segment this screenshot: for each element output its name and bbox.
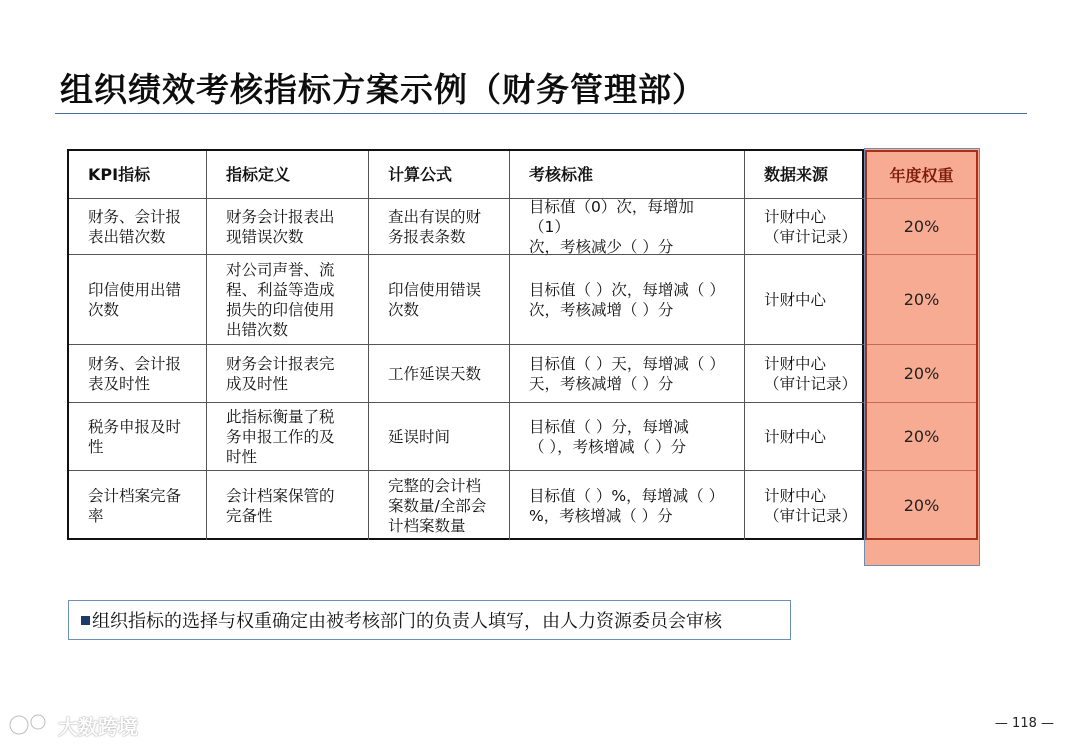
table-cell-definition: 对公司声誉、流 程、利益等造成 损失的印信使用 出错次数 [207, 255, 369, 345]
table-cell-standard: 目标值（ ）天，每增减（ ） 天，考核减增（ ）分 [510, 345, 745, 403]
page-title: 组织绩效考核指标方案示例（财务管理部） [60, 70, 706, 109]
table-cell-standard: 目标值（ ）分，每增减 （ ），考核增减（ ）分 [510, 403, 745, 471]
table-cell-standard: 目标值（0）次，每增加（1） 次，考核减少（ ）分 [510, 199, 745, 255]
page-number: — 118 — [994, 716, 1054, 731]
table-cell-kpi: 税务申报及时 性 [69, 403, 207, 471]
table-cell-formula: 完整的会计档 案数量/全部会 计档案数量 [369, 471, 510, 540]
title-divider [55, 113, 1027, 114]
table-header-weight: 年度权重 [866, 151, 977, 199]
note-box [68, 600, 791, 640]
table-header-kpi: KPI指标 [69, 151, 207, 199]
table-cell-kpi: 财务、会计报 表及时性 [69, 345, 207, 403]
table-cell-definition: 财务会计报表出 现错误次数 [207, 199, 369, 255]
table-cell-definition: 会计档案保管的 完备性 [207, 471, 369, 540]
table-cell-formula: 印信使用错误 次数 [369, 255, 510, 345]
table-cell-definition: 财务会计报表完 成及时性 [207, 345, 369, 403]
table-cell-standard: 目标值（ ）%，每增减（ ） %，考核增减（ ）分 [510, 471, 745, 540]
table-cell-source: 计财中心 [745, 403, 864, 471]
table-header-definition: 指标定义 [207, 151, 369, 199]
table-cell-standard: 目标值（ ）次，每增减（ ） 次，考核减增（ ）分 [510, 255, 745, 345]
watermark [8, 710, 138, 740]
table-cell-kpi: 印信使用出错 次数 [69, 255, 207, 345]
kpi-table [67, 149, 864, 540]
watermark-logo-icon [8, 710, 52, 740]
table-cell-source: 计财中心 （审计记录） [745, 199, 864, 255]
table-cell-weight: 20% [903, 495, 940, 515]
table-cell-formula: 延误时间 [369, 403, 510, 471]
table-cell-kpi: 财务、会计报 表出错次数 [69, 199, 207, 255]
table-cell-source: 计财中心 （审计记录） [745, 345, 864, 403]
table-header-standard: 考核标准 [510, 151, 745, 199]
table-cell-weight: 20% [866, 255, 977, 345]
table-cell-source: 计财中心 [745, 255, 864, 345]
table-cell-weight: 20% [866, 403, 977, 471]
table-cell-weight: 20% [866, 345, 977, 403]
table-header-formula: 计算公式 [369, 151, 510, 199]
table-cell-definition: 此指标衡量了税 务申报工作的及 时性 [207, 403, 369, 471]
bullet-square-icon [81, 616, 90, 625]
table-cell-kpi: 会计档案完备 率 [69, 471, 207, 540]
watermark-text: 大数跨境 [58, 714, 138, 739]
table-cell-formula: 查出有误的财 务报表条数 [369, 199, 510, 255]
weight-column-frame [865, 150, 978, 540]
table-cell-formula: 工作延误天数 [369, 345, 510, 403]
table-cell-weight: 20% [866, 199, 977, 255]
note-text: 组织指标的选择与权重确定由被考核部门的负责人填写，由人力资源委员会审核 [92, 611, 722, 632]
table-header-source: 数据来源 [745, 151, 864, 199]
table-cell-source: 计财中心 （审计记录） [764, 486, 858, 525]
